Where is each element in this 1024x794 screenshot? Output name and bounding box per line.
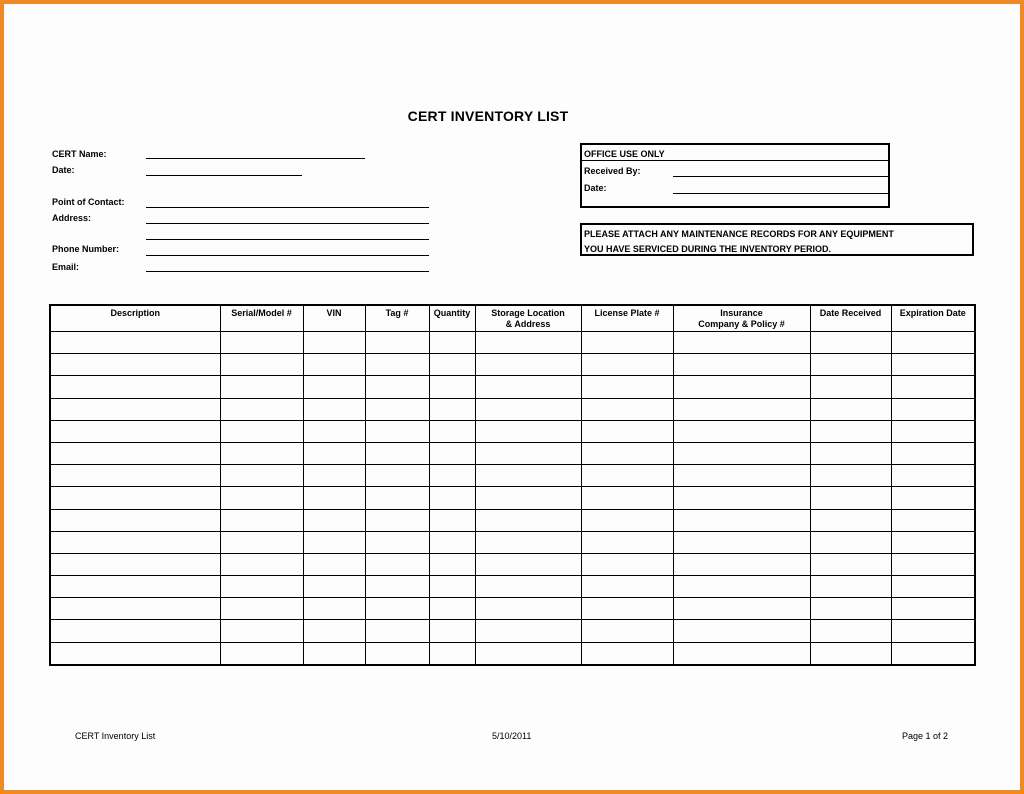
table-cell[interactable] <box>50 376 220 398</box>
table-cell[interactable] <box>365 354 429 376</box>
table-cell[interactable] <box>50 620 220 642</box>
table-cell[interactable] <box>891 332 975 354</box>
column-header-vin: VIN <box>303 305 365 332</box>
table-cell[interactable] <box>673 620 810 642</box>
table-cell[interactable] <box>220 553 303 575</box>
table-cell[interactable] <box>429 465 475 487</box>
table-cell[interactable] <box>475 531 581 553</box>
maintenance-notice <box>580 223 974 256</box>
table-cell[interactable] <box>365 487 429 509</box>
cert-name-label: CERT Name: <box>52 149 107 159</box>
cert-name-field[interactable] <box>146 158 365 159</box>
table-row <box>50 576 975 598</box>
table-cell[interactable] <box>475 398 581 420</box>
table-cell[interactable] <box>303 398 365 420</box>
table-cell[interactable] <box>365 642 429 665</box>
table-cell[interactable] <box>220 398 303 420</box>
table-row <box>50 442 975 464</box>
table-cell[interactable] <box>581 487 673 509</box>
table-cell[interactable] <box>475 576 581 598</box>
table-cell[interactable] <box>673 332 810 354</box>
table-cell[interactable] <box>475 487 581 509</box>
table-cell[interactable] <box>891 531 975 553</box>
table-cell[interactable] <box>429 442 475 464</box>
table-cell[interactable] <box>50 487 220 509</box>
footer-page-number: Page 1 of 2 <box>902 731 949 741</box>
office-box-divider <box>582 160 888 161</box>
table-cell[interactable] <box>673 576 810 598</box>
table-cell[interactable] <box>673 420 810 442</box>
table-cell[interactable] <box>810 598 891 620</box>
table-cell[interactable] <box>50 598 220 620</box>
table-cell[interactable] <box>810 420 891 442</box>
table-cell[interactable] <box>673 398 810 420</box>
office-date-label: Date: <box>584 183 607 193</box>
table-cell[interactable] <box>303 332 365 354</box>
table-cell[interactable] <box>475 442 581 464</box>
table-cell[interactable] <box>365 420 429 442</box>
table-cell[interactable] <box>220 620 303 642</box>
column-header-quantity: Quantity <box>429 305 475 332</box>
table-cell[interactable] <box>891 465 975 487</box>
date-field[interactable] <box>146 175 302 176</box>
table-row <box>50 354 975 376</box>
table-cell[interactable] <box>475 620 581 642</box>
table-cell[interactable] <box>581 620 673 642</box>
table-cell[interactable] <box>303 576 365 598</box>
table-cell[interactable] <box>891 442 975 464</box>
table-cell[interactable] <box>365 509 429 531</box>
table-row <box>50 398 975 420</box>
table-cell[interactable] <box>673 531 810 553</box>
table-cell[interactable] <box>429 354 475 376</box>
table-cell[interactable] <box>303 376 365 398</box>
table-cell[interactable] <box>429 576 475 598</box>
point-of-contact-field[interactable] <box>146 207 429 208</box>
table-cell[interactable] <box>581 465 673 487</box>
table-cell[interactable] <box>220 598 303 620</box>
table-cell[interactable] <box>365 465 429 487</box>
table-row <box>50 531 975 553</box>
table-cell[interactable] <box>220 487 303 509</box>
address-label: Address: <box>52 213 92 223</box>
table-cell[interactable] <box>50 420 220 442</box>
table-cell[interactable] <box>303 642 365 665</box>
table-row <box>50 509 975 531</box>
table-row <box>50 465 975 487</box>
table-cell[interactable] <box>429 376 475 398</box>
table-cell[interactable] <box>365 620 429 642</box>
table-cell[interactable] <box>220 465 303 487</box>
table-cell[interactable] <box>365 576 429 598</box>
table-cell[interactable] <box>891 398 975 420</box>
table-cell[interactable] <box>50 465 220 487</box>
table-cell[interactable] <box>891 487 975 509</box>
table-cell[interactable] <box>50 509 220 531</box>
table-cell[interactable] <box>429 420 475 442</box>
office-use-box <box>580 143 890 208</box>
table-cell[interactable] <box>50 354 220 376</box>
table-cell[interactable] <box>581 398 673 420</box>
table-cell[interactable] <box>429 598 475 620</box>
inventory-table <box>49 304 976 666</box>
table-cell[interactable] <box>365 598 429 620</box>
table-cell[interactable] <box>581 576 673 598</box>
table-cell[interactable] <box>810 531 891 553</box>
table-cell[interactable] <box>365 398 429 420</box>
footer-date: 5/10/2011 <box>492 731 532 741</box>
table-cell[interactable] <box>303 553 365 575</box>
table-cell[interactable] <box>581 420 673 442</box>
table-cell[interactable] <box>475 642 581 665</box>
table-cell[interactable] <box>673 465 810 487</box>
table-cell[interactable] <box>891 509 975 531</box>
table-cell[interactable] <box>429 398 475 420</box>
table-cell[interactable] <box>581 531 673 553</box>
table-cell[interactable] <box>891 620 975 642</box>
table-cell[interactable] <box>891 598 975 620</box>
date-label: Date: <box>52 165 75 175</box>
table-cell[interactable] <box>50 553 220 575</box>
table-cell[interactable] <box>810 642 891 665</box>
table-cell[interactable] <box>810 398 891 420</box>
table-cell[interactable] <box>673 442 810 464</box>
table-cell[interactable] <box>581 442 673 464</box>
table-cell[interactable] <box>365 442 429 464</box>
table-row <box>50 487 975 509</box>
point-of-contact-label: Point of Contact: <box>52 197 125 207</box>
table-cell[interactable] <box>50 398 220 420</box>
address-field-line-2[interactable] <box>146 239 429 240</box>
table-cell[interactable] <box>475 598 581 620</box>
table-cell[interactable] <box>810 465 891 487</box>
table-cell[interactable] <box>891 642 975 665</box>
table-cell[interactable] <box>673 354 810 376</box>
column-header-date-received: Date Received <box>810 305 891 332</box>
office-use-header: OFFICE USE ONLY <box>584 149 665 159</box>
table-cell[interactable] <box>220 531 303 553</box>
column-header-tag: Tag # <box>365 305 429 332</box>
table-cell[interactable] <box>303 465 365 487</box>
phone-number-field[interactable] <box>146 255 429 256</box>
notice-line-1: PLEASE ATTACH ANY MAINTENANCE RECORDS FOR ANY EQUIPMENT <box>584 229 894 239</box>
column-header-storage-location: Storage Location & Address <box>475 305 581 332</box>
table-cell[interactable] <box>220 509 303 531</box>
table-cell[interactable] <box>673 553 810 575</box>
table-cell[interactable] <box>891 376 975 398</box>
table-cell[interactable] <box>581 376 673 398</box>
column-header-description: Description <box>50 305 220 332</box>
table-cell[interactable] <box>365 376 429 398</box>
email-label: Email: <box>52 262 80 272</box>
footer-document-name: CERT Inventory List <box>75 731 156 741</box>
table-cell[interactable] <box>303 531 365 553</box>
phone-number-label: Phone Number: <box>52 244 120 254</box>
table-cell[interactable] <box>673 509 810 531</box>
table-cell[interactable] <box>475 332 581 354</box>
table-cell[interactable] <box>303 509 365 531</box>
table-cell[interactable] <box>891 576 975 598</box>
table-cell[interactable] <box>891 354 975 376</box>
table-cell[interactable] <box>303 487 365 509</box>
table-cell[interactable] <box>810 509 891 531</box>
table-cell[interactable] <box>220 442 303 464</box>
table-cell[interactable] <box>581 553 673 575</box>
table-cell[interactable] <box>429 620 475 642</box>
table-cell[interactable] <box>581 354 673 376</box>
table-cell[interactable] <box>475 465 581 487</box>
table-cell[interactable] <box>303 598 365 620</box>
table-cell[interactable] <box>810 354 891 376</box>
table-cell[interactable] <box>891 420 975 442</box>
table-cell[interactable] <box>220 376 303 398</box>
table-cell[interactable] <box>581 332 673 354</box>
table-row <box>50 553 975 575</box>
table-cell[interactable] <box>50 576 220 598</box>
table-cell[interactable] <box>475 509 581 531</box>
page-title: CERT INVENTORY LIST <box>407 108 569 124</box>
table-cell[interactable] <box>673 487 810 509</box>
table-cell[interactable] <box>50 531 220 553</box>
table-cell[interactable] <box>810 576 891 598</box>
table-cell[interactable] <box>220 420 303 442</box>
table-cell[interactable] <box>220 332 303 354</box>
table-cell[interactable] <box>303 420 365 442</box>
notice-line-2: YOU HAVE SERVICED DURING THE INVENTORY PERIOD. <box>584 244 832 254</box>
table-cell[interactable] <box>303 442 365 464</box>
table-cell[interactable] <box>50 332 220 354</box>
table-cell[interactable] <box>475 553 581 575</box>
table-cell[interactable] <box>429 487 475 509</box>
column-header-insurance: Insurance Company & Policy # <box>673 305 810 332</box>
table-cell[interactable] <box>581 509 673 531</box>
table-cell[interactable] <box>429 332 475 354</box>
table-cell[interactable] <box>810 376 891 398</box>
table-row <box>50 420 975 442</box>
table-cell[interactable] <box>581 642 673 665</box>
table-cell[interactable] <box>429 531 475 553</box>
column-header-license-plate: License Plate # <box>581 305 673 332</box>
table-cell[interactable] <box>50 642 220 665</box>
table-cell[interactable] <box>220 354 303 376</box>
table-cell[interactable] <box>429 509 475 531</box>
table-cell[interactable] <box>365 553 429 575</box>
table-cell[interactable] <box>365 332 429 354</box>
table-cell[interactable] <box>475 354 581 376</box>
table-cell[interactable] <box>475 376 581 398</box>
table-cell[interactable] <box>673 642 810 665</box>
table-cell[interactable] <box>810 487 891 509</box>
table-cell[interactable] <box>50 442 220 464</box>
table-row <box>50 598 975 620</box>
table-cell[interactable] <box>303 620 365 642</box>
email-field[interactable] <box>146 271 429 272</box>
table-cell[interactable] <box>303 354 365 376</box>
table-row <box>50 620 975 642</box>
table-cell[interactable] <box>810 442 891 464</box>
table-header-row <box>50 305 975 332</box>
table-row <box>50 642 975 665</box>
table-cell[interactable] <box>810 620 891 642</box>
office-date-field[interactable] <box>673 193 890 194</box>
table-cell[interactable] <box>810 332 891 354</box>
received-by-field[interactable] <box>673 176 890 177</box>
table-cell[interactable] <box>220 576 303 598</box>
received-by-label: Received By: <box>584 166 641 176</box>
column-header-serial-model: Serial/Model # <box>220 305 303 332</box>
column-header-expiration-date: Expiration Date <box>891 305 975 332</box>
table-row <box>50 376 975 398</box>
address-field-line-1[interactable] <box>146 223 429 224</box>
table-body <box>50 332 975 666</box>
table-cell[interactable] <box>475 420 581 442</box>
table-cell[interactable] <box>891 553 975 575</box>
table-cell[interactable] <box>673 598 810 620</box>
table-cell[interactable] <box>581 598 673 620</box>
table-cell[interactable] <box>220 642 303 665</box>
table-cell[interactable] <box>810 553 891 575</box>
table-cell[interactable] <box>365 531 429 553</box>
table-cell[interactable] <box>429 642 475 665</box>
table-cell[interactable] <box>673 376 810 398</box>
table-row <box>50 332 975 354</box>
table-cell[interactable] <box>429 553 475 575</box>
